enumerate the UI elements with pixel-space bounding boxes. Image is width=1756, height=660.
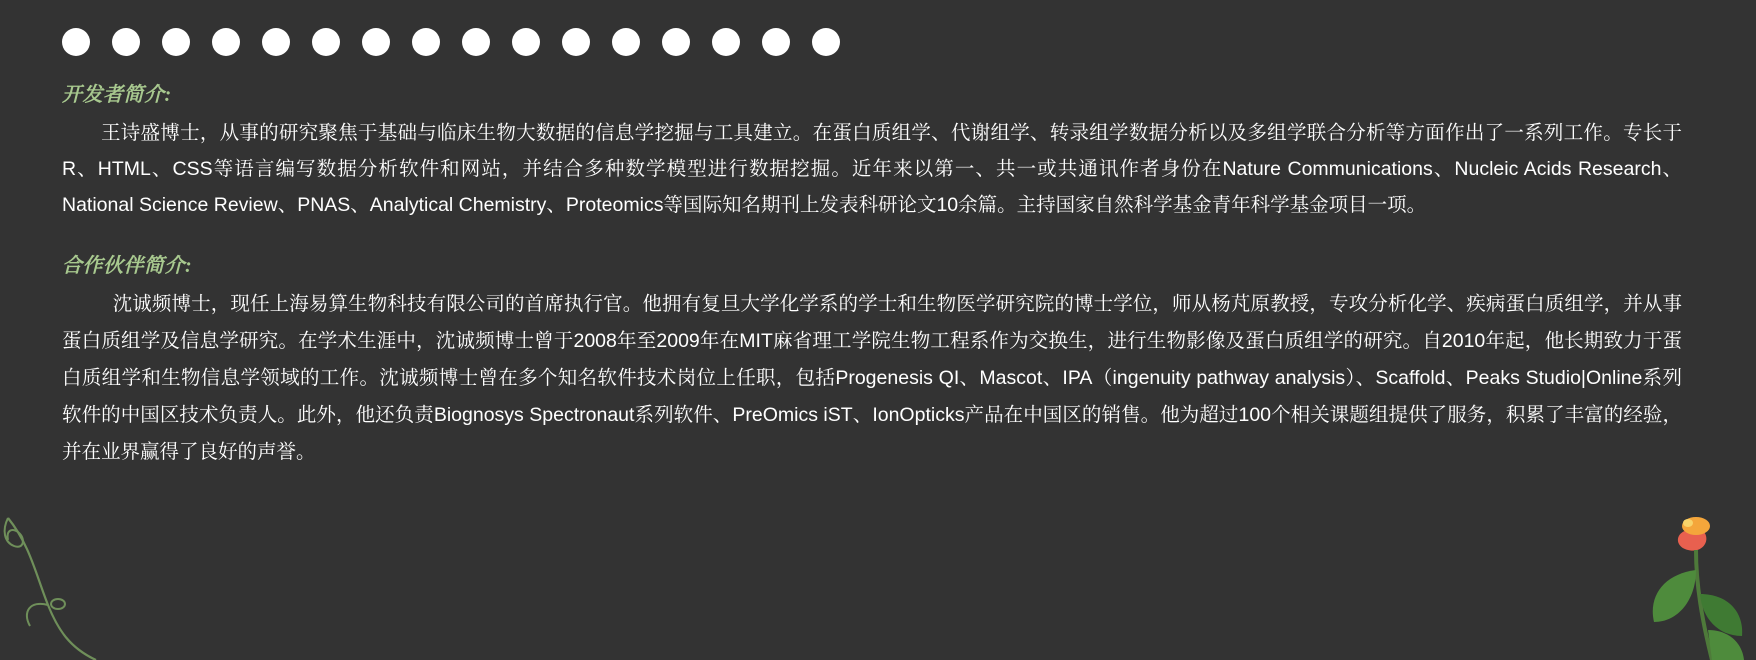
dot-icon: [312, 28, 340, 56]
flower-decoration-icon: [1616, 490, 1756, 660]
partner-section-title: 合作伙伴简介:: [62, 255, 193, 277]
dot-icon: [662, 28, 690, 56]
dot-decoration-row: [62, 28, 840, 56]
dot-icon: [212, 28, 240, 56]
dot-icon: [812, 28, 840, 56]
dot-icon: [512, 28, 540, 56]
dot-icon: [712, 28, 740, 56]
dot-icon: [362, 28, 390, 56]
dot-icon: [412, 28, 440, 56]
dot-icon: [562, 28, 590, 56]
developer-section-body: 王诗盛博士，从事的研究聚焦于基础与临床生物大数据的信息学挖掘与工具建立。在蛋白质组学、代谢组学、转录组学数据分析以及多组学联合分析等方面作出了一系列工作。专长于R、HTML、CSS等语言编写数据分析软件和网站，并结合多种数学模型进行数据挖掘。近年来以第一、共一或共通讯作者身份在Nature Communications、Nucleic Acids Research、National Science Review、PNAS、Analytical Chemistry、Proteomics等国际知名期刊上发表科研论文10余篇。主持国家自然科学基金青年科学基金项目一项。: [62, 122, 1682, 216]
dot-icon: [612, 28, 640, 56]
dot-icon: [162, 28, 190, 56]
developer-section-title: 开发者简介:: [62, 84, 172, 106]
dot-icon: [262, 28, 290, 56]
dot-icon: [762, 28, 790, 56]
dot-icon: [62, 28, 90, 56]
dot-icon: [112, 28, 140, 56]
slide-content: [62, 78, 1692, 471]
partner-section-body: 沈诚频博士，现任上海易算生物科技有限公司的首席执行官。他拥有复旦大学化学系的学士和生物医学研究院的博士学位，师从杨芃原教授，专攻分析化学、疾病蛋白质组学，并从事蛋白质组学及信息学研究。在学术生涯中，沈诚频博士曾于2008年至2009年在MIT麻省理工学院生物工程系作为交换生，进行生物影像及蛋白质组学的研究。自2010年起，他长期致力于蛋白质组学和生物信息学领域的工作。沈诚频博士曾在多个知名软件技术岗位上任职，包括Progenesis QI、Mascot、IPA（ingenuity pathway analysis）、Scaffold、Peaks Studio|Online系列软件的中国区技术负责人。此外，他还负责Biognosys Spectronaut系列软件、PreOmics iST、IonOpticks产品在中国区的销售。他为超过100个相关课题组提供了服务，积累了丰富的经验，并在业界赢得了良好的声誉。: [62, 293, 1682, 463]
vine-decoration-icon: [0, 500, 130, 660]
dot-icon: [462, 28, 490, 56]
